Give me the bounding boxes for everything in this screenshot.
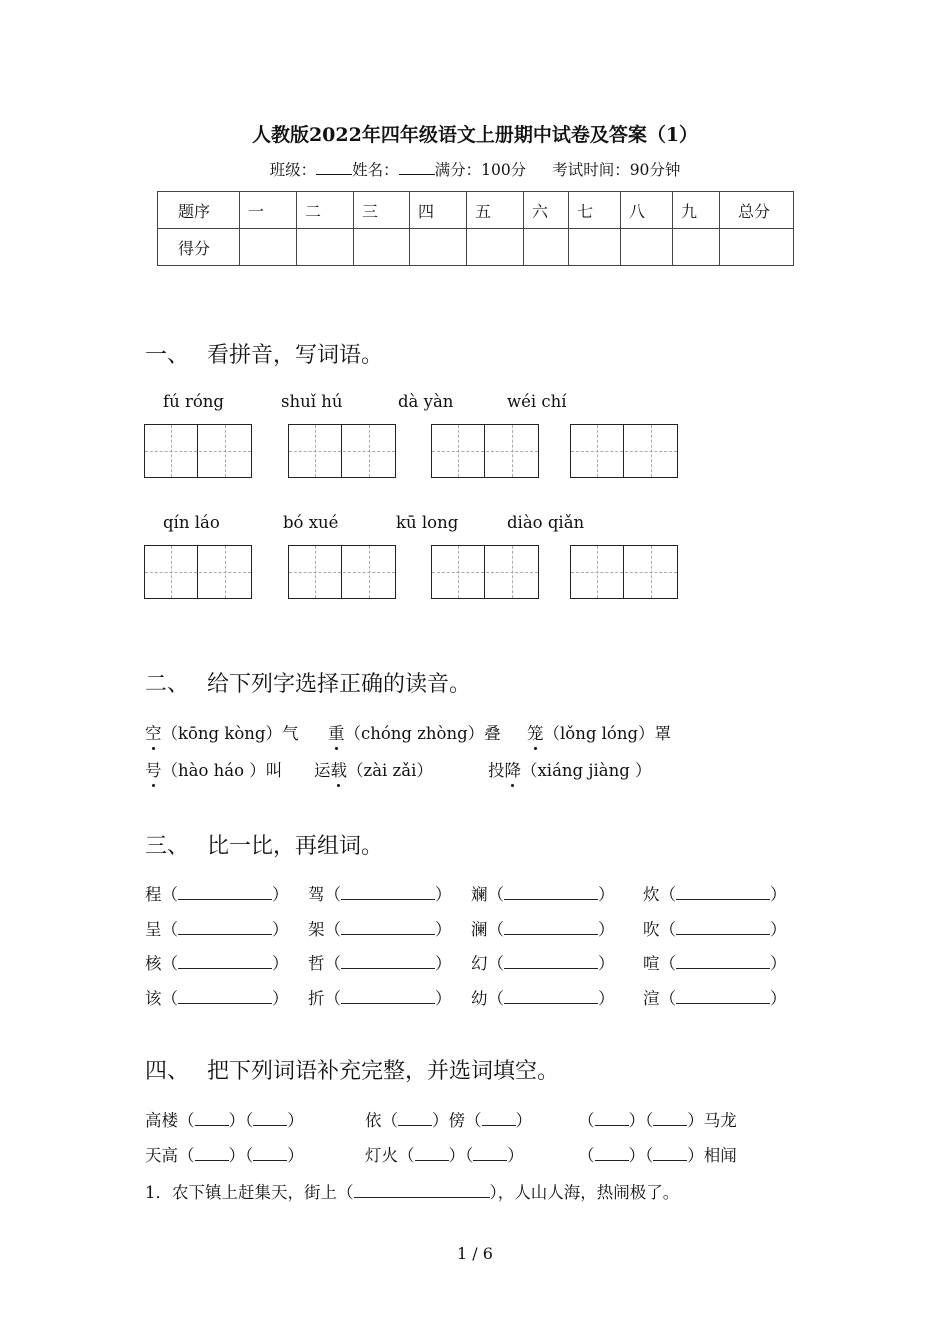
word-group-item: 炊（ ） bbox=[643, 885, 787, 904]
class-blank[interactable] bbox=[316, 160, 352, 175]
base-char: 哲 bbox=[308, 954, 325, 973]
score-cell[interactable] bbox=[240, 229, 297, 266]
word-group-item: 驾（ ） bbox=[308, 885, 452, 904]
fill-sentence bbox=[145, 1179, 679, 1203]
base-char: 该 bbox=[145, 989, 162, 1008]
score-cell[interactable] bbox=[354, 229, 410, 266]
page-number: 1 / 6 bbox=[457, 1244, 493, 1263]
writing-grid[interactable] bbox=[288, 545, 396, 599]
table-cell: 六 bbox=[524, 192, 569, 229]
word-group-item: 折（ ） bbox=[308, 989, 452, 1008]
word-blank[interactable] bbox=[178, 885, 272, 900]
base-char: 折 bbox=[308, 989, 325, 1008]
dotted-char: 降 bbox=[505, 757, 522, 781]
section-number: 二、 bbox=[145, 672, 190, 697]
idiom-blank[interactable] bbox=[195, 1111, 229, 1126]
idiom-text: 马龙 bbox=[703, 1111, 737, 1130]
base-char: 澜 bbox=[471, 920, 488, 939]
base-char: 架 bbox=[308, 920, 325, 939]
score-cell[interactable] bbox=[410, 229, 467, 266]
dotted-char: 笼 bbox=[527, 720, 544, 744]
word-group-item: 渲（ ） bbox=[643, 989, 787, 1008]
word-group-item: 喧（ ） bbox=[643, 954, 787, 973]
exam-info-line bbox=[0, 158, 950, 180]
char: 运 bbox=[314, 761, 331, 780]
base-char: 幻 bbox=[471, 954, 488, 973]
word-blank[interactable] bbox=[341, 920, 435, 935]
word-blank[interactable] bbox=[676, 920, 770, 935]
base-char: 驾 bbox=[308, 885, 325, 904]
word-group-item: 哲（ ） bbox=[308, 954, 452, 973]
word-blank[interactable] bbox=[676, 989, 770, 1004]
word-group-item: 程（ ） bbox=[145, 885, 289, 904]
pronunciation-item bbox=[145, 720, 299, 744]
class-label: 班级： bbox=[269, 161, 317, 179]
idiom-item: 高楼（ ）（ ） bbox=[145, 1111, 304, 1130]
pinyin-label: fú róng bbox=[163, 392, 224, 411]
writing-grid[interactable] bbox=[431, 424, 539, 478]
word-group-item: 斓（ ） bbox=[471, 885, 615, 904]
word-group-item: 澜（ ） bbox=[471, 920, 615, 939]
pinyin-label: bó xué bbox=[283, 513, 339, 532]
pronunciation-item bbox=[314, 757, 433, 781]
char: 投 bbox=[488, 761, 505, 780]
idiom-item: （ ）（ ）相闻 bbox=[578, 1146, 737, 1165]
base-char: 呈 bbox=[145, 920, 162, 939]
section-title: 看拼音，写词语。 bbox=[207, 343, 384, 368]
table-cell: 总分 bbox=[720, 192, 794, 229]
table-cell: 五 bbox=[467, 192, 524, 229]
writing-grid[interactable] bbox=[144, 545, 252, 599]
idiom-text: 灯火 bbox=[365, 1146, 398, 1165]
word-blank[interactable] bbox=[504, 954, 598, 969]
idiom-blank[interactable] bbox=[595, 1111, 629, 1126]
base-char: 核 bbox=[145, 954, 162, 973]
idiom-text: 傍 bbox=[448, 1111, 465, 1130]
section-heading bbox=[145, 338, 383, 369]
word-group-item: 幼（ ） bbox=[471, 989, 615, 1008]
section-title: 把下列词语补充完整，并选词填空。 bbox=[207, 1059, 560, 1084]
pinyin-label: kū long bbox=[396, 513, 459, 532]
score-cell[interactable] bbox=[720, 229, 794, 266]
word-group-item: 呈（ ） bbox=[145, 920, 289, 939]
idiom-blank[interactable] bbox=[595, 1146, 629, 1161]
idiom-blank[interactable] bbox=[415, 1146, 449, 1161]
word-blank[interactable] bbox=[341, 885, 435, 900]
name-label: 姓名： bbox=[352, 161, 399, 179]
word-blank[interactable] bbox=[178, 920, 272, 935]
table-cell: 得分 bbox=[158, 229, 240, 266]
idiom-blank[interactable] bbox=[653, 1146, 687, 1161]
pinyin-label: shuǐ hú bbox=[281, 392, 343, 411]
word-group-item: 吹（ ） bbox=[643, 920, 787, 939]
idiom-blank[interactable] bbox=[253, 1146, 287, 1161]
dotted-char: 号 bbox=[145, 757, 162, 781]
score-cell[interactable] bbox=[621, 229, 673, 266]
word-group-item: 核（ ） bbox=[145, 954, 289, 973]
idiom-item: 灯火（ ）（ ） bbox=[365, 1146, 524, 1165]
score-cell[interactable] bbox=[524, 229, 569, 266]
score-cell[interactable] bbox=[673, 229, 720, 266]
idiom-blank[interactable] bbox=[482, 1111, 516, 1126]
table-cell: 九 bbox=[673, 192, 720, 229]
writing-grid[interactable] bbox=[144, 424, 252, 478]
dotted-char: 重 bbox=[328, 720, 345, 744]
word-blank[interactable] bbox=[676, 885, 770, 900]
page-title: 人教版2022年四年级语文上册期中试卷及答案（1） bbox=[251, 124, 699, 146]
pronunciation-item bbox=[488, 757, 652, 781]
section-title: 给下列字选择正确的读音。 bbox=[207, 672, 472, 697]
pinyin-choice[interactable]: （kōng kòng）气 bbox=[161, 724, 299, 743]
idiom-blank[interactable] bbox=[195, 1146, 229, 1161]
pronunciation-item bbox=[145, 757, 282, 781]
base-char: 喧 bbox=[643, 954, 660, 973]
name-blank[interactable] bbox=[399, 160, 435, 175]
base-char: 斓 bbox=[471, 885, 488, 904]
section-number: 一、 bbox=[145, 343, 190, 368]
pinyin-choice[interactable]: （hào háo ）叫 bbox=[161, 761, 283, 780]
idiom-text: 高楼 bbox=[145, 1111, 178, 1130]
score-cell[interactable] bbox=[569, 229, 621, 266]
word-blank[interactable] bbox=[178, 989, 272, 1004]
idiom-text: 相闻 bbox=[703, 1146, 737, 1165]
section-heading bbox=[145, 829, 383, 860]
base-char: 炊 bbox=[643, 885, 660, 904]
writing-grid[interactable] bbox=[570, 424, 678, 478]
base-char: 渲 bbox=[643, 989, 660, 1008]
word-group-item: 该（ ） bbox=[145, 989, 289, 1008]
word-blank[interactable] bbox=[504, 989, 598, 1004]
idiom-item: （ ）（ ）马龙 bbox=[578, 1111, 737, 1130]
base-char: 吹 bbox=[643, 920, 660, 939]
dotted-char: 载 bbox=[331, 757, 348, 781]
pinyin-choice[interactable]: （lǒng lóng）罩 bbox=[543, 724, 672, 743]
word-blank[interactable] bbox=[341, 989, 435, 1004]
idiom-blank[interactable] bbox=[398, 1111, 432, 1126]
pinyin-choice[interactable]: （zài zǎi） bbox=[347, 761, 433, 780]
sentence-blank[interactable] bbox=[354, 1183, 490, 1198]
idiom-item: 天高（ ）（ ） bbox=[145, 1146, 304, 1165]
section-heading bbox=[145, 1054, 559, 1085]
table-cell: 三 bbox=[354, 192, 410, 229]
pronunciation-item bbox=[527, 720, 671, 744]
table-cell: 二 bbox=[297, 192, 354, 229]
full-score: 满分：100分 bbox=[434, 161, 527, 179]
idiom-blank[interactable] bbox=[653, 1111, 687, 1126]
section-heading bbox=[145, 667, 471, 698]
section-number: 三、 bbox=[145, 834, 190, 859]
writing-grid[interactable] bbox=[431, 545, 539, 599]
word-group-item: 幻（ ） bbox=[471, 954, 615, 973]
writing-grid[interactable] bbox=[570, 545, 678, 599]
exam-time: 考试时间：90分钟 bbox=[552, 161, 681, 179]
word-blank[interactable] bbox=[341, 954, 435, 969]
score-cell[interactable] bbox=[297, 229, 354, 266]
table-cell: 一 bbox=[240, 192, 297, 229]
pronunciation-item bbox=[328, 720, 501, 744]
pinyin-label: qín láo bbox=[163, 513, 220, 532]
score-table bbox=[157, 191, 794, 266]
word-blank[interactable] bbox=[504, 920, 598, 935]
idiom-blank[interactable] bbox=[253, 1111, 287, 1126]
word-blank[interactable] bbox=[676, 954, 770, 969]
dotted-char: 空 bbox=[145, 720, 162, 744]
pinyin-label: dà yàn bbox=[398, 392, 454, 411]
pinyin-label: diào qiǎn bbox=[507, 513, 585, 532]
word-blank[interactable] bbox=[504, 885, 598, 900]
writing-grid[interactable] bbox=[288, 424, 396, 478]
pinyin-choice[interactable]: （chóng zhòng）叠 bbox=[344, 724, 501, 743]
idiom-text: 依 bbox=[365, 1111, 382, 1130]
table-cell: 七 bbox=[569, 192, 621, 229]
table-row bbox=[158, 192, 794, 229]
table-cell: 八 bbox=[621, 192, 673, 229]
base-char: 幼 bbox=[471, 989, 488, 1008]
pinyin-choice[interactable]: （xiáng jiàng ） bbox=[521, 761, 652, 780]
table-row bbox=[158, 229, 794, 266]
sentence-text: ），人山人海，热闹极了。 bbox=[489, 1183, 680, 1202]
table-cell: 四 bbox=[410, 192, 467, 229]
idiom-text: 天高 bbox=[145, 1146, 178, 1165]
sentence-text: 1．农下镇上赶集天，街上（ bbox=[145, 1183, 354, 1202]
table-cell: 题序 bbox=[158, 192, 240, 229]
word-blank[interactable] bbox=[178, 954, 272, 969]
pinyin-label: wéi chí bbox=[507, 392, 567, 411]
idiom-item: 依（ ）傍（ ） bbox=[365, 1111, 532, 1130]
section-number: 四、 bbox=[145, 1059, 190, 1084]
score-cell[interactable] bbox=[467, 229, 524, 266]
idiom-blank[interactable] bbox=[473, 1146, 507, 1161]
section-title: 比一比，再组词。 bbox=[207, 834, 384, 859]
word-group-item: 架（ ） bbox=[308, 920, 452, 939]
base-char: 程 bbox=[145, 885, 162, 904]
